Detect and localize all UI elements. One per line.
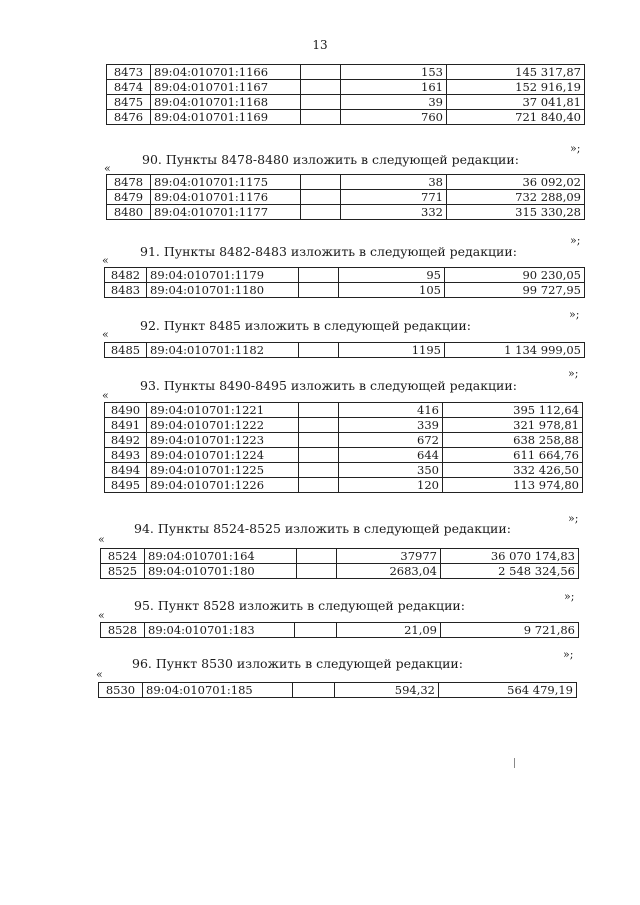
table-row bbox=[105, 403, 583, 418]
section-heading: 96. Пункт 8530 изложить в следующей редакции: bbox=[132, 656, 463, 671]
cadastral-number: 89:04:010701:1222 bbox=[147, 418, 299, 433]
cadastral-number: 89:04:010701:180 bbox=[145, 564, 297, 579]
area-value: 2683,04 bbox=[337, 564, 441, 579]
empty-cell bbox=[299, 418, 339, 433]
cadastral-number: 89:04:010701:1182 bbox=[147, 343, 299, 358]
row-number: 8530 bbox=[99, 683, 143, 698]
cost-value: 1 134 999,05 bbox=[445, 343, 585, 358]
row-number: 8476 bbox=[107, 110, 151, 125]
empty-cell bbox=[301, 190, 341, 205]
table-row bbox=[101, 623, 579, 638]
cost-value: 152 916,19 bbox=[447, 80, 585, 95]
cost-value: 2 548 324,56 bbox=[441, 564, 579, 579]
cost-value: 638 258,88 bbox=[443, 433, 583, 448]
page-number: 13 bbox=[312, 38, 328, 52]
area-value: 644 bbox=[339, 448, 443, 463]
empty-cell bbox=[295, 623, 337, 638]
row-number: 8492 bbox=[105, 433, 147, 448]
cadastral-number: 89:04:010701:1177 bbox=[151, 205, 301, 220]
row-number: 8473 bbox=[107, 65, 151, 80]
opening-quote: « bbox=[98, 533, 105, 546]
table-row bbox=[107, 95, 585, 110]
area-value: 594,32 bbox=[335, 683, 439, 698]
cadastral-number: 89:04:010701:1176 bbox=[151, 190, 301, 205]
cadastral-number: 89:04:010701:1175 bbox=[151, 175, 301, 190]
row-number: 8524 bbox=[101, 549, 145, 564]
row-number: 8479 bbox=[107, 190, 151, 205]
empty-cell bbox=[301, 65, 341, 80]
cadastral-number: 89:04:010701:1180 bbox=[147, 283, 299, 298]
table-row bbox=[105, 343, 585, 358]
table-row bbox=[105, 448, 583, 463]
table-row bbox=[101, 549, 579, 564]
cadastral-number: 89:04:010701:1169 bbox=[151, 110, 301, 125]
cadastral-number: 89:04:010701:164 bbox=[145, 549, 297, 564]
cost-value: 145 317,87 bbox=[447, 65, 585, 80]
table-row bbox=[101, 564, 579, 579]
area-value: 161 bbox=[341, 80, 447, 95]
empty-cell bbox=[299, 463, 339, 478]
section-heading: 93. Пункты 8490-8495 изложить в следующей редакции: bbox=[140, 378, 517, 393]
row-number: 8490 bbox=[105, 403, 147, 418]
row-number: 8525 bbox=[101, 564, 145, 579]
section-table bbox=[104, 342, 585, 358]
cost-value: 9 721,86 bbox=[441, 623, 579, 638]
table-row bbox=[105, 478, 583, 493]
section-table bbox=[106, 174, 585, 220]
section-heading: 94. Пункты 8524-8525 изложить в следующей редакции: bbox=[134, 521, 511, 536]
closing-quote: »; bbox=[568, 512, 579, 525]
row-number: 8475 bbox=[107, 95, 151, 110]
row-number: 8474 bbox=[107, 80, 151, 95]
cost-value: 36 092,02 bbox=[447, 175, 585, 190]
cadastral-number: 89:04:010701:1224 bbox=[147, 448, 299, 463]
table-row bbox=[105, 463, 583, 478]
empty-cell bbox=[297, 564, 337, 579]
empty-cell bbox=[299, 268, 339, 283]
closing-quote: »; bbox=[570, 234, 581, 247]
closing-quote: »; bbox=[568, 367, 579, 380]
area-value: 672 bbox=[339, 433, 443, 448]
area-value: 39 bbox=[341, 95, 447, 110]
cadastral-number: 89:04:010701:1168 bbox=[151, 95, 301, 110]
section-table bbox=[100, 548, 579, 579]
section-table bbox=[98, 682, 577, 698]
closing-quote: »; bbox=[563, 648, 574, 661]
row-number: 8482 bbox=[105, 268, 147, 283]
section-table bbox=[104, 267, 585, 298]
cadastral-number: 89:04:010701:1226 bbox=[147, 478, 299, 493]
section-table bbox=[100, 622, 579, 638]
row-number: 8528 bbox=[101, 623, 145, 638]
cost-value: 395 112,64 bbox=[443, 403, 583, 418]
row-number: 8493 bbox=[105, 448, 147, 463]
row-number: 8480 bbox=[107, 205, 151, 220]
opening-quote: « bbox=[98, 609, 105, 622]
table-row bbox=[107, 190, 585, 205]
empty-cell bbox=[301, 175, 341, 190]
scan-mark bbox=[514, 758, 515, 768]
area-value: 153 bbox=[341, 65, 447, 80]
table-row bbox=[107, 65, 585, 80]
area-value: 105 bbox=[339, 283, 445, 298]
area-value: 120 bbox=[339, 478, 443, 493]
closing-quote: »; bbox=[564, 590, 575, 603]
cost-value: 611 664,76 bbox=[443, 448, 583, 463]
cost-value: 732 288,09 bbox=[447, 190, 585, 205]
table-row bbox=[107, 110, 585, 125]
table-row bbox=[107, 175, 585, 190]
cost-value: 36 070 174,83 bbox=[441, 549, 579, 564]
empty-cell bbox=[301, 80, 341, 95]
cost-value: 99 727,95 bbox=[445, 283, 585, 298]
cadastral-number: 89:04:010701:1166 bbox=[151, 65, 301, 80]
opening-quote: « bbox=[96, 668, 103, 681]
area-value: 37977 bbox=[337, 549, 441, 564]
cadastral-number: 89:04:010701:183 bbox=[145, 623, 295, 638]
cost-value: 721 840,40 bbox=[447, 110, 585, 125]
cost-value: 113 974,80 bbox=[443, 478, 583, 493]
opening-quote: « bbox=[102, 328, 109, 341]
cadastral-number: 89:04:010701:1221 bbox=[147, 403, 299, 418]
table-row bbox=[105, 418, 583, 433]
area-value: 21,09 bbox=[337, 623, 441, 638]
table-row bbox=[107, 80, 585, 95]
row-number: 8494 bbox=[105, 463, 147, 478]
empty-cell bbox=[297, 549, 337, 564]
section-heading: 90. Пункты 8478-8480 изложить в следующей редакции: bbox=[142, 152, 519, 167]
table-row bbox=[105, 283, 585, 298]
empty-cell bbox=[299, 448, 339, 463]
row-number: 8478 bbox=[107, 175, 151, 190]
area-value: 332 bbox=[341, 205, 447, 220]
area-value: 350 bbox=[339, 463, 443, 478]
row-number: 8495 bbox=[105, 478, 147, 493]
empty-cell bbox=[299, 343, 339, 358]
area-value: 760 bbox=[341, 110, 447, 125]
cost-value: 315 330,28 bbox=[447, 205, 585, 220]
area-value: 95 bbox=[339, 268, 445, 283]
section-heading: 91. Пункты 8482-8483 изложить в следующей редакции: bbox=[140, 244, 517, 259]
area-value: 339 bbox=[339, 418, 443, 433]
opening-quote: « bbox=[102, 254, 109, 267]
area-value: 1195 bbox=[339, 343, 445, 358]
table-continued bbox=[106, 64, 585, 125]
closing-quote: »; bbox=[570, 142, 581, 155]
empty-cell bbox=[299, 403, 339, 418]
empty-cell bbox=[293, 683, 335, 698]
empty-cell bbox=[301, 205, 341, 220]
cadastral-number: 89:04:010701:1223 bbox=[147, 433, 299, 448]
table-row bbox=[99, 683, 577, 698]
empty-cell bbox=[299, 478, 339, 493]
opening-quote: « bbox=[104, 162, 111, 175]
closing-quote: »; bbox=[569, 308, 580, 321]
empty-cell bbox=[301, 110, 341, 125]
area-value: 416 bbox=[339, 403, 443, 418]
empty-cell bbox=[299, 283, 339, 298]
table-row bbox=[105, 433, 583, 448]
table-row bbox=[105, 268, 585, 283]
cost-value: 321 978,81 bbox=[443, 418, 583, 433]
row-number: 8483 bbox=[105, 283, 147, 298]
area-value: 771 bbox=[341, 190, 447, 205]
cadastral-number: 89:04:010701:1179 bbox=[147, 268, 299, 283]
empty-cell bbox=[299, 433, 339, 448]
empty-cell bbox=[301, 95, 341, 110]
section-table bbox=[104, 402, 583, 493]
section-heading: 92. Пункт 8485 изложить в следующей редакции: bbox=[140, 318, 471, 333]
section-heading: 95. Пункт 8528 изложить в следующей редакции: bbox=[134, 598, 465, 613]
row-number: 8491 bbox=[105, 418, 147, 433]
cost-value: 332 426,50 bbox=[443, 463, 583, 478]
cadastral-number: 89:04:010701:185 bbox=[143, 683, 293, 698]
cadastral-number: 89:04:010701:1167 bbox=[151, 80, 301, 95]
cost-value: 90 230,05 bbox=[445, 268, 585, 283]
table-row bbox=[107, 205, 585, 220]
row-number: 8485 bbox=[105, 343, 147, 358]
cost-value: 37 041,81 bbox=[447, 95, 585, 110]
cadastral-number: 89:04:010701:1225 bbox=[147, 463, 299, 478]
opening-quote: « bbox=[102, 389, 109, 402]
cost-value: 564 479,19 bbox=[439, 683, 577, 698]
area-value: 38 bbox=[341, 175, 447, 190]
